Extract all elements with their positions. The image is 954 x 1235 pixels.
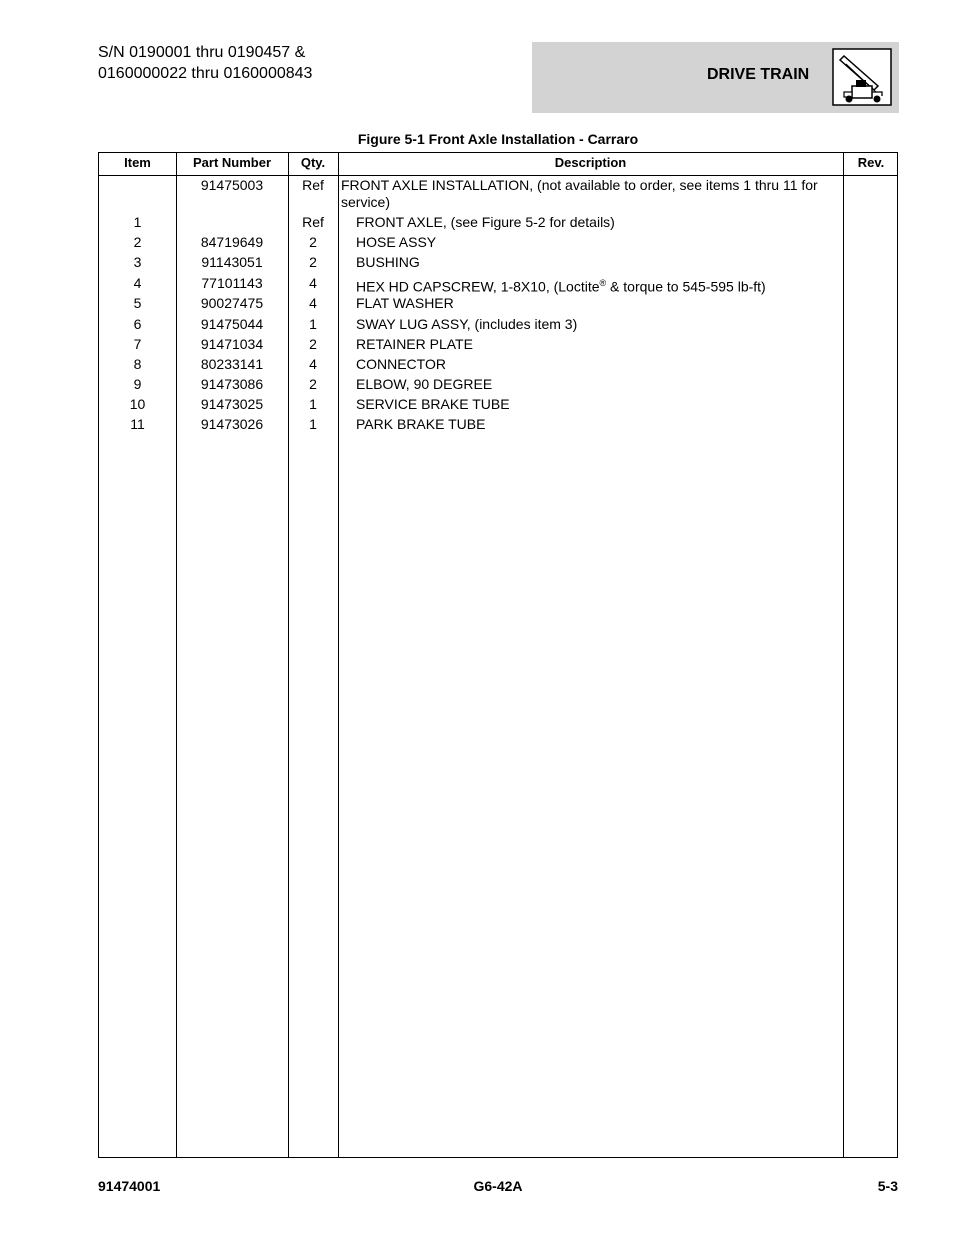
description: RETAINER PLATE [356,336,473,352]
quantity: 4 [309,275,317,291]
part-number: 91473086 [200,376,264,392]
column-header-item: Item [124,155,151,170]
description: FRONT AXLE INSTALLATION, (not available to order, see items 1 thru 11 for service) [341,177,818,210]
section-header [532,42,899,113]
item-number: 9 [133,376,142,392]
part-number: 77101143 [201,275,263,291]
quantity: 1 [309,416,317,432]
item-number: 3 [133,254,142,270]
item-number: 1 [133,214,142,230]
quantity: 1 [309,316,317,332]
description: ELBOW, 90 DEGREE [356,376,493,392]
description: SERVICE BRAKE TUBE [356,396,510,412]
footer-model: G6-42A [473,1178,523,1194]
header-divider [99,175,897,176]
footer-page-number: 5-3 [877,1178,898,1194]
quantity: 2 [309,234,317,250]
quantity: 2 [309,336,317,352]
part-number: 91473026 [200,416,264,432]
section-title: DRIVE TRAIN [707,66,810,83]
part-number: 90027475 [200,295,264,311]
col-divider [338,153,339,1157]
part-number: 91473025 [200,396,264,412]
quantity: 2 [309,254,317,270]
item-number: 5 [133,295,142,311]
serial-line-1: S/N 0190001 thru 0190457 & [98,44,306,61]
part-number: 91475003 [200,177,264,193]
quantity: 4 [309,295,317,311]
quantity: Ref [302,214,324,230]
description: PARK BRAKE TUBE [356,416,486,432]
item-number: 4 [133,275,142,291]
column-header-rev: Rev. [857,155,885,170]
telehandler-icon [832,48,892,106]
column-header-part-number: Part Number [192,155,272,170]
description: FLAT WASHER [356,295,454,311]
serial-line-2: 0160000022 thru 0160000843 [98,65,313,82]
parts-table [98,152,898,1158]
description: HOSE ASSY [356,234,437,250]
item-number: 6 [133,316,142,332]
description: SWAY LUG ASSY, (includes item 3) [356,316,578,332]
item-number: 7 [133,336,142,352]
item-number: 2 [133,234,142,250]
description: FRONT AXLE, (see Figure 5-2 for details) [356,214,615,230]
footer-doc-number: 91474001 [98,1178,161,1194]
part-number: 91143051 [201,254,263,270]
item-number: 11 [130,416,145,432]
quantity: 1 [309,396,317,412]
description: BUSHING [356,254,420,270]
part-number: 84719649 [200,234,264,250]
part-number: 91471034 [200,336,264,352]
figure-title: Figure 5-1 Front Axle Installation - Carraro [357,131,639,147]
serial-number-range [98,42,312,84]
item-number: 10 [129,396,146,412]
part-number: 91475044 [200,316,264,332]
part-number: 80233141 [200,356,264,372]
item-number: 8 [133,356,142,372]
description: CONNECTOR [356,356,446,372]
column-header-description: Description [554,155,627,170]
quantity: Ref [302,177,324,193]
column-header-qty: Qty. [300,155,326,170]
quantity: 4 [309,356,317,372]
description: HEX HD CAPSCREW, 1-8X10, (Loctite® & torque to 545-595 lb-ft) [356,278,766,295]
quantity: 2 [309,376,317,392]
